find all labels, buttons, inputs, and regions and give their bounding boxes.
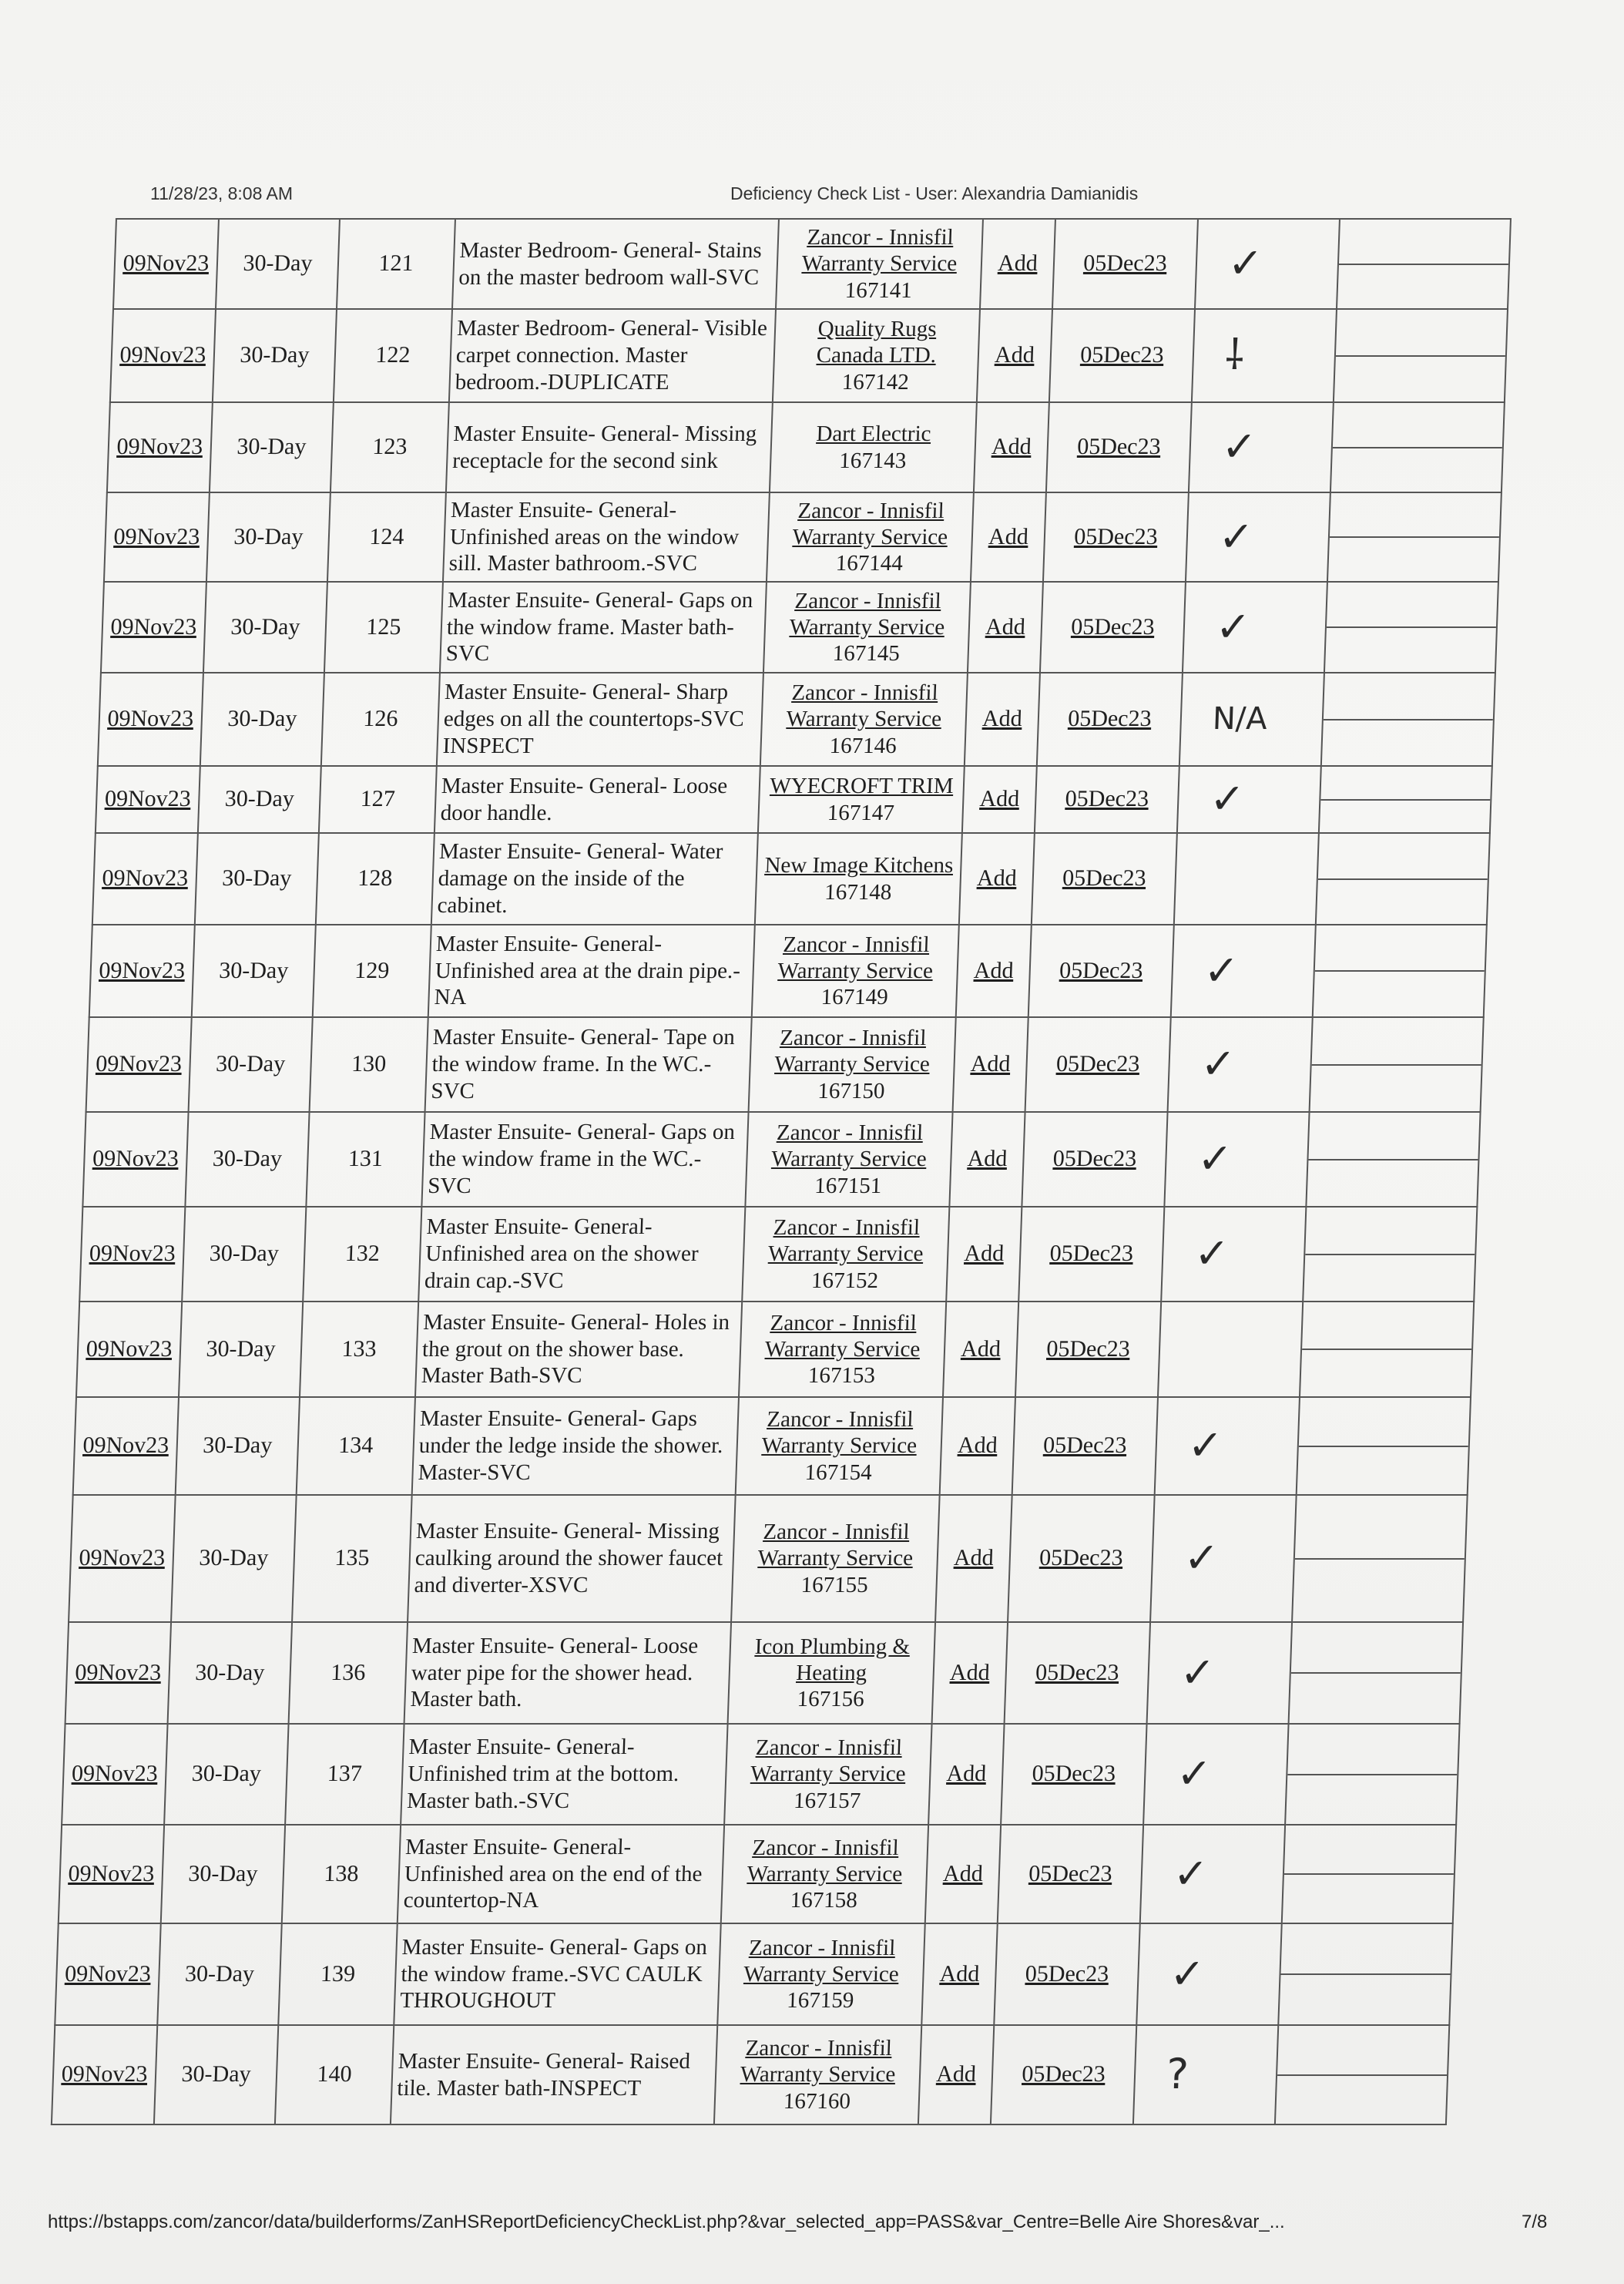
row-number: 134 bbox=[297, 1397, 415, 1495]
notes-cell-top bbox=[1291, 1672, 1461, 1674]
due-date-link[interactable]: 05Dec23 bbox=[1073, 523, 1159, 549]
notes-cell-top bbox=[1339, 264, 1508, 265]
add-link[interactable]: Add bbox=[935, 2061, 977, 2088]
vendor-link[interactable]: Zancor - Innisfil bbox=[745, 2036, 893, 2061]
due-date-link[interactable]: 05Dec23 bbox=[1025, 1960, 1109, 1987]
row-date-link[interactable]: 09Nov23 bbox=[68, 1860, 155, 1886]
row-description: Master Ensuite- General- Holes in the grout on the shower base. Master Bath-SVC bbox=[415, 1302, 742, 1397]
vendor-link-line2[interactable]: Warranty Service bbox=[786, 707, 942, 732]
vendor-link-line2[interactable]: Warranty Service bbox=[764, 1336, 921, 1362]
row-date-link[interactable]: 09Nov23 bbox=[104, 786, 192, 812]
row-description: Master Ensuite- General- Water damage on the inside of the cabinet. bbox=[431, 833, 758, 925]
row-type: 30-Day bbox=[192, 925, 316, 1017]
row-number: 135 bbox=[292, 1495, 412, 1622]
table-row bbox=[79, 1207, 1477, 1302]
row-type: 30-Day bbox=[176, 1397, 300, 1495]
vendor-link[interactable]: Zancor - Innisfil bbox=[779, 1026, 927, 1051]
row-number: 129 bbox=[313, 925, 431, 1017]
add-link[interactable]: Add bbox=[991, 434, 1032, 460]
row-type: 30-Day bbox=[182, 1207, 306, 1302]
notes-cell-top bbox=[1280, 1973, 1450, 1975]
notes-cell-top bbox=[1312, 1064, 1481, 1066]
row-vendor bbox=[749, 1017, 956, 1112]
row-date-link[interactable]: 09Nov23 bbox=[89, 1241, 176, 1267]
vendor-reference: 167153 bbox=[807, 1363, 876, 1389]
vendor-reference: 167160 bbox=[783, 2088, 851, 2114]
due-date-link[interactable]: 05Dec23 bbox=[1059, 957, 1144, 983]
table-row bbox=[59, 1825, 1456, 1923]
row-number: 131 bbox=[306, 1112, 424, 1207]
row-number: 133 bbox=[300, 1302, 418, 1397]
vendor-reference: 167142 bbox=[841, 369, 910, 395]
vendor-link-line2[interactable]: Warranty Service bbox=[747, 1861, 903, 1886]
row-description: Master Ensuite- General- Loose water pipe for the shower head. Master bath. bbox=[404, 1622, 731, 1724]
notes-cell bbox=[1334, 309, 1508, 402]
row-description: Master Ensuite- General- Unfinished area on the end of the countertop-NA bbox=[398, 1825, 724, 1923]
vendor-link-line2[interactable]: Heating bbox=[795, 1660, 867, 1685]
vendor-link-line2[interactable]: Warranty Service bbox=[773, 1052, 931, 1077]
row-vendor bbox=[731, 1495, 940, 1622]
handwritten-mark: ✓ bbox=[1164, 1112, 1309, 1207]
row-date-link[interactable]: 09Nov23 bbox=[82, 1433, 169, 1459]
row-vendor bbox=[755, 833, 962, 925]
vendor-reference: 167146 bbox=[829, 733, 898, 758]
vendor-link[interactable]: New Image Kitchens bbox=[763, 853, 954, 878]
vendor-link-line2[interactable]: Warranty Service bbox=[750, 1762, 907, 1787]
notes-cell bbox=[1337, 219, 1511, 309]
due-date-link[interactable]: 05Dec23 bbox=[1028, 1860, 1113, 1886]
notes-cell-top bbox=[1336, 355, 1505, 357]
handwritten-mark: ✓ bbox=[1143, 1724, 1288, 1825]
row-type: 30-Day bbox=[195, 833, 319, 925]
row-description: Master Ensuite- General- Unfinished area on the shower drain cap.-SVC bbox=[418, 1207, 745, 1302]
row-number: 121 bbox=[337, 219, 455, 309]
vendor-reference: 167154 bbox=[804, 1459, 873, 1485]
due-date-link[interactable]: 05Dec23 bbox=[1065, 786, 1149, 812]
row-type: 30-Day bbox=[164, 1724, 288, 1825]
add-link[interactable]: Add bbox=[949, 1659, 991, 1685]
row-vendor bbox=[714, 2025, 921, 2124]
table-row bbox=[76, 1302, 1474, 1397]
vendor-link-line2[interactable]: Canada LTD. bbox=[816, 343, 937, 368]
table-row bbox=[92, 833, 1490, 925]
add-link[interactable]: Add bbox=[945, 1761, 987, 1787]
due-date-link[interactable]: 05Dec23 bbox=[1032, 1761, 1116, 1787]
vendor-link[interactable]: WYECROFT TRIM bbox=[769, 774, 955, 799]
row-date-link[interactable]: 09Nov23 bbox=[64, 1960, 152, 1987]
add-link[interactable]: Add bbox=[976, 865, 1018, 892]
row-number: 140 bbox=[275, 2025, 394, 2124]
due-date-link[interactable]: 05Dec23 bbox=[1045, 1335, 1131, 1362]
table-row bbox=[101, 582, 1498, 673]
row-description: Master Ensuite- General- Raised tile. Master bath-INSPECT bbox=[391, 2025, 717, 2124]
page-number: 7/8 bbox=[1522, 2212, 1548, 2232]
row-number: 127 bbox=[319, 766, 437, 833]
row-description: Master Ensuite- General- Sharp edges on all the countertops-SVC INSPECT bbox=[437, 673, 763, 766]
row-number: 132 bbox=[303, 1207, 421, 1302]
vendor-link-line2[interactable]: Warranty Service bbox=[767, 1241, 924, 1267]
vendor-link[interactable]: Zancor - Innisfil bbox=[794, 588, 942, 613]
row-date-link[interactable]: 09Nov23 bbox=[61, 2061, 148, 2088]
row-type: 30-Day bbox=[179, 1302, 303, 1397]
add-link[interactable]: Add bbox=[942, 1860, 984, 1886]
handwritten-mark: ✓ bbox=[1186, 492, 1330, 582]
row-vendor bbox=[763, 582, 971, 673]
due-date-link[interactable]: 05Dec23 bbox=[1035, 1659, 1120, 1685]
add-link[interactable]: Add bbox=[997, 250, 1038, 277]
row-description: Master Ensuite- General- Gaps on the window frame.-SVC CAULK THROUGHOUT bbox=[394, 1923, 720, 2025]
vendor-reference: 167147 bbox=[827, 800, 895, 825]
row-type: 30-Day bbox=[198, 766, 321, 833]
notes-cell bbox=[1327, 492, 1502, 582]
row-number: 136 bbox=[289, 1622, 408, 1724]
row-number: 124 bbox=[327, 492, 446, 582]
table-row bbox=[104, 492, 1502, 582]
handwritten-mark: ✓ bbox=[1161, 1207, 1306, 1302]
row-type: 30-Day bbox=[161, 1825, 285, 1923]
vendor-reference: 167145 bbox=[832, 641, 901, 667]
vendor-link[interactable]: Zancor - Innisfil bbox=[766, 1407, 914, 1433]
notes-cell bbox=[1278, 1923, 1452, 2025]
table-row bbox=[82, 1112, 1480, 1207]
notes-cell-top bbox=[1324, 719, 1493, 720]
row-vendor bbox=[745, 1112, 952, 1207]
vendor-link-line2[interactable]: Warranty Service bbox=[740, 2062, 896, 2088]
notes-cell-top bbox=[1284, 1873, 1454, 1875]
row-vendor bbox=[752, 925, 959, 1017]
row-date-link[interactable]: 09Nov23 bbox=[101, 865, 189, 892]
vendor-reference: 167143 bbox=[838, 448, 907, 473]
notes-cell-top bbox=[1333, 447, 1502, 448]
row-vendor bbox=[728, 1622, 935, 1724]
handwritten-mark: ✓ bbox=[1189, 402, 1334, 492]
row-vendor bbox=[724, 1724, 931, 1825]
row-type: 30-Day bbox=[168, 1622, 292, 1724]
vendor-reference: 167155 bbox=[800, 1572, 869, 1597]
add-link[interactable]: Add bbox=[985, 613, 1026, 640]
vendor-reference: 167149 bbox=[820, 985, 889, 1010]
add-link[interactable]: Add bbox=[988, 523, 1029, 549]
vendor-link[interactable]: Quality Rugs bbox=[817, 317, 938, 342]
handwritten-mark: N/A bbox=[1179, 673, 1324, 766]
row-vendor bbox=[717, 1923, 924, 2025]
add-link[interactable]: Add bbox=[963, 1241, 1005, 1267]
notes-cell-top bbox=[1305, 1254, 1475, 1255]
row-vendor bbox=[742, 1207, 949, 1302]
vendor-link[interactable]: Zancor - Innisfil bbox=[752, 1835, 900, 1860]
handwritten-mark: ✓ bbox=[1147, 1622, 1292, 1724]
vendor-link[interactable]: Zancor - Innisfil bbox=[770, 1310, 918, 1335]
table-row bbox=[62, 1724, 1459, 1825]
row-description: Master Ensuite- General- Missing receptacle for the second sink bbox=[446, 402, 773, 492]
notes-cell bbox=[1285, 1724, 1459, 1825]
vendor-link-line2[interactable]: Warranty Service bbox=[792, 524, 948, 549]
add-link[interactable]: Add bbox=[967, 1146, 1008, 1172]
handwritten-mark bbox=[1174, 833, 1319, 925]
notes-cell bbox=[1289, 1622, 1463, 1724]
row-number: 137 bbox=[285, 1724, 404, 1825]
row-vendor bbox=[736, 1397, 943, 1495]
add-link[interactable]: Add bbox=[939, 1960, 980, 1987]
handwritten-mark: ? bbox=[1133, 2025, 1278, 2124]
table-row bbox=[113, 219, 1511, 309]
notes-cell-top bbox=[1315, 970, 1485, 972]
notes-cell bbox=[1319, 766, 1492, 833]
vendor-link-line2[interactable]: Warranty Service bbox=[761, 1433, 918, 1459]
due-date-link[interactable]: 05Dec23 bbox=[1067, 706, 1153, 732]
notes-cell bbox=[1316, 833, 1490, 925]
row-vendor bbox=[776, 219, 983, 309]
row-type: 30-Day bbox=[216, 219, 340, 309]
due-date-link[interactable]: 05Dec23 bbox=[1038, 1545, 1124, 1571]
row-description: Master Ensuite- General- Missing caulking around the shower faucet and diverter-XSVC bbox=[408, 1495, 736, 1622]
notes-cell bbox=[1310, 1017, 1484, 1112]
row-description: Master Ensuite- General- Tape on the window frame. In the WC.-SVC bbox=[425, 1017, 752, 1112]
due-date-link[interactable]: 05Dec23 bbox=[1079, 342, 1165, 368]
add-link[interactable]: Add bbox=[994, 342, 1035, 368]
row-date-link[interactable]: 09Nov23 bbox=[110, 613, 197, 640]
row-date-link[interactable]: 09Nov23 bbox=[113, 523, 200, 549]
row-date-link[interactable]: 09Nov23 bbox=[78, 1545, 166, 1571]
row-vendor bbox=[767, 492, 974, 582]
row-description: Master Ensuite- General- Gaps on the window frame. Master bath-SVC bbox=[440, 582, 767, 673]
table-row bbox=[110, 309, 1508, 402]
vendor-reference: 167156 bbox=[797, 1687, 865, 1712]
row-type: 30-Day bbox=[171, 1495, 297, 1622]
due-date-link[interactable]: 05Dec23 bbox=[1052, 1146, 1137, 1172]
row-description: Master Ensuite- General- Loose door handle. bbox=[435, 766, 760, 833]
notes-cell bbox=[1282, 1825, 1456, 1923]
handwritten-mark: ✓ bbox=[1177, 766, 1321, 833]
row-number: 125 bbox=[324, 582, 443, 673]
row-date-link[interactable]: 09Nov23 bbox=[86, 1335, 173, 1362]
row-vendor bbox=[721, 1825, 928, 1923]
print-timestamp: 11/28/23, 8:08 AM bbox=[150, 183, 293, 203]
notes-cell bbox=[1292, 1495, 1468, 1622]
vendor-reference: 167148 bbox=[824, 879, 892, 905]
add-link[interactable]: Add bbox=[957, 1433, 998, 1459]
add-link[interactable]: Add bbox=[953, 1545, 995, 1571]
handwritten-mark: ✓ bbox=[1136, 1923, 1281, 2025]
notes-cell bbox=[1275, 2025, 1449, 2124]
handwritten-mark: ✓ bbox=[1155, 1397, 1300, 1495]
notes-cell-top bbox=[1295, 1558, 1465, 1560]
handwritten-mark: ✓ bbox=[1195, 219, 1340, 309]
vendor-link-line2[interactable]: Warranty Service bbox=[801, 251, 958, 277]
row-number: 122 bbox=[334, 309, 452, 402]
vendor-reference: 167150 bbox=[817, 1078, 886, 1103]
due-date-link[interactable]: 05Dec23 bbox=[1070, 613, 1156, 640]
notes-cell-top bbox=[1318, 878, 1488, 880]
row-vendor bbox=[739, 1302, 946, 1397]
notes-cell bbox=[1321, 673, 1495, 766]
row-type: 30-Day bbox=[157, 1923, 281, 2025]
vendor-reference: 167144 bbox=[835, 551, 904, 576]
add-link[interactable]: Add bbox=[970, 1051, 1012, 1077]
row-description: Master Ensuite- General- Unfinished trim at the bottom. Master bath.-SVC bbox=[401, 1724, 727, 1825]
row-type: 30-Day bbox=[213, 309, 337, 402]
vendor-link[interactable]: Dart Electric bbox=[815, 422, 931, 447]
notes-cell-top bbox=[1327, 626, 1496, 628]
table-row bbox=[96, 766, 1492, 833]
notes-cell bbox=[1303, 1207, 1477, 1302]
deficiency-rows bbox=[52, 219, 1511, 2124]
due-date-link[interactable]: 05Dec23 bbox=[1062, 865, 1147, 892]
row-type: 30-Day bbox=[185, 1112, 309, 1207]
row-description: Master Ensuite- General- Unfinished areas on the window sill. Master bathroom.-SVC bbox=[443, 492, 770, 582]
vendor-link[interactable]: Zancor - Innisfil bbox=[776, 1120, 924, 1146]
row-type: 30-Day bbox=[203, 582, 327, 673]
handwritten-mark: ⸸ bbox=[1192, 309, 1337, 402]
row-description: Master Ensuite- General- Gaps under the ledge inside the shower. Master-SVC bbox=[412, 1397, 739, 1495]
notes-cell-top bbox=[1308, 1159, 1478, 1160]
table-row bbox=[89, 925, 1487, 1017]
row-date-link[interactable]: 09Nov23 bbox=[116, 434, 203, 460]
row-number: 126 bbox=[321, 673, 440, 766]
row-type: 30-Day bbox=[210, 402, 334, 492]
vendor-link-line2[interactable]: Warranty Service bbox=[757, 1546, 914, 1571]
notes-cell-top bbox=[1287, 1774, 1457, 1775]
handwritten-mark: ✓ bbox=[1183, 582, 1327, 673]
vendor-link[interactable]: Zancor - Innisfil bbox=[762, 1520, 911, 1545]
vendor-link[interactable]: Zancor - Innisfil bbox=[782, 932, 931, 957]
notes-cell-top bbox=[1299, 1446, 1468, 1447]
row-type: 30-Day bbox=[206, 492, 331, 582]
due-date-link[interactable]: 05Dec23 bbox=[1042, 1433, 1128, 1459]
table-row bbox=[65, 1622, 1463, 1724]
row-date-link[interactable]: 09Nov23 bbox=[74, 1659, 162, 1685]
deficiency-table bbox=[51, 218, 1512, 2125]
vendor-link[interactable]: Zancor - Innisfil bbox=[755, 1735, 903, 1761]
notes-cell bbox=[1330, 402, 1505, 492]
report-title: Deficiency Check List - User: Alexandria Damianidis bbox=[730, 183, 1139, 203]
row-number: 123 bbox=[331, 402, 449, 492]
notes-cell bbox=[1324, 582, 1498, 673]
add-link[interactable]: Add bbox=[981, 706, 1023, 732]
due-date-link[interactable]: 05Dec23 bbox=[1055, 1051, 1140, 1077]
table-row bbox=[55, 1923, 1452, 2025]
footer-url: https://bstapps.com/zancor/data/builderforms/ZanHSReportDeficiencyCheckList.php?&var_selected_app=PASS&var_Centre=Belle Aire Shores&var_... bbox=[48, 2212, 1285, 2232]
due-date-link[interactable]: 05Dec23 bbox=[1082, 250, 1168, 277]
row-number: 128 bbox=[316, 833, 435, 925]
row-type: 30-Day bbox=[200, 673, 324, 766]
vendor-reference: 167151 bbox=[814, 1173, 882, 1198]
due-date-link[interactable]: 05Dec23 bbox=[1076, 434, 1162, 460]
row-date-link[interactable]: 09Nov23 bbox=[119, 342, 206, 368]
handwritten-mark: ✓ bbox=[1140, 1825, 1285, 1923]
table-row bbox=[107, 402, 1505, 492]
vendor-link-line2[interactable]: Warranty Service bbox=[743, 1961, 900, 1987]
table-row bbox=[86, 1017, 1484, 1112]
vendor-reference: 167157 bbox=[793, 1788, 861, 1813]
vendor-link-line2[interactable]: Warranty Service bbox=[777, 958, 934, 983]
notes-cell bbox=[1306, 1112, 1480, 1207]
vendor-reference: 167152 bbox=[810, 1268, 879, 1293]
notes-cell-top bbox=[1330, 536, 1499, 538]
due-date-link[interactable]: 05Dec23 bbox=[1049, 1241, 1134, 1267]
add-link[interactable]: Add bbox=[960, 1335, 1002, 1362]
row-number: 138 bbox=[282, 1825, 401, 1923]
row-date-link[interactable]: 09Nov23 bbox=[92, 1146, 180, 1172]
row-type: 30-Day bbox=[189, 1017, 313, 1112]
row-description: Master Ensuite- General- Unfinished area at the drain pipe.-NA bbox=[428, 925, 755, 1017]
vendor-reference: 167141 bbox=[844, 277, 913, 303]
handwritten-mark: ✓ bbox=[1171, 925, 1316, 1017]
handwritten-mark: ✓ bbox=[1150, 1495, 1297, 1622]
vendor-link-line2[interactable]: Warranty Service bbox=[789, 614, 945, 640]
notes-cell-top bbox=[1302, 1349, 1471, 1350]
row-number: 130 bbox=[310, 1017, 428, 1112]
notes-cell bbox=[1297, 1397, 1471, 1495]
table-row bbox=[73, 1397, 1471, 1495]
vendor-reference: 167158 bbox=[790, 1888, 858, 1913]
handwritten-mark bbox=[1158, 1302, 1303, 1397]
notes-cell-top bbox=[1320, 799, 1490, 801]
row-date-link[interactable]: 09Nov23 bbox=[122, 250, 210, 277]
add-link[interactable]: Add bbox=[978, 786, 1020, 812]
row-type: 30-Day bbox=[154, 2025, 278, 2124]
row-date-link[interactable]: 09Nov23 bbox=[98, 957, 186, 983]
notes-cell bbox=[1300, 1302, 1474, 1397]
vendor-link-line2[interactable]: Warranty Service bbox=[770, 1147, 928, 1172]
vendor-link[interactable]: Zancor - Innisfil bbox=[773, 1215, 921, 1241]
due-date-link[interactable]: 05Dec23 bbox=[1021, 2061, 1106, 2088]
add-link[interactable]: Add bbox=[973, 957, 1015, 983]
notes-cell-top bbox=[1277, 2074, 1447, 2076]
row-date-link[interactable]: 09Nov23 bbox=[95, 1051, 183, 1077]
table-row bbox=[69, 1495, 1468, 1622]
vendor-link[interactable]: Zancor - Innisfil bbox=[790, 680, 939, 706]
deficiency-table-wrapper bbox=[51, 218, 1510, 2125]
row-vendor bbox=[760, 673, 968, 766]
vendor-link[interactable]: Zancor - Innisfil bbox=[807, 225, 955, 250]
row-vendor bbox=[770, 402, 977, 492]
row-date-link[interactable]: 09Nov23 bbox=[107, 706, 194, 732]
row-description: Master Bedroom- General- Visible carpet connection. Master bedroom.-DUPLICATE bbox=[449, 309, 776, 402]
vendor-link[interactable]: Zancor - Innisfil bbox=[748, 1935, 896, 1960]
row-vendor bbox=[773, 309, 980, 402]
notes-cell bbox=[1313, 925, 1487, 1017]
handwritten-mark: ✓ bbox=[1168, 1017, 1313, 1112]
row-date-link[interactable]: 09Nov23 bbox=[71, 1761, 159, 1787]
row-description: Master Bedroom- General- Stains on the master bedroom wall-SVC bbox=[452, 219, 779, 309]
table-row bbox=[52, 2025, 1449, 2124]
vendor-link[interactable]: Icon Plumbing & bbox=[754, 1634, 911, 1659]
row-number: 139 bbox=[278, 1923, 397, 2025]
row-description: Master Ensuite- General- Gaps on the window frame in the WC.-SVC bbox=[421, 1112, 748, 1207]
vendor-reference: 167159 bbox=[786, 1988, 854, 2014]
vendor-link[interactable]: Zancor - Innisfil bbox=[797, 498, 945, 523]
row-vendor bbox=[758, 766, 965, 833]
table-row bbox=[98, 673, 1495, 766]
